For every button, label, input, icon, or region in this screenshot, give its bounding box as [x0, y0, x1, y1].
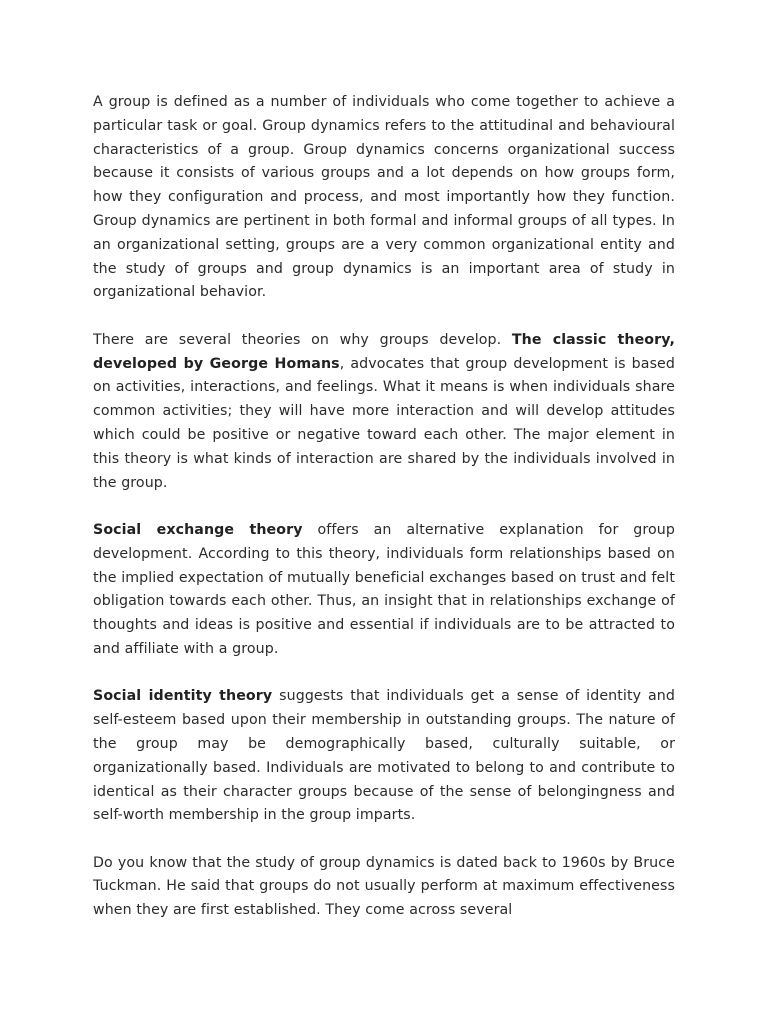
paragraph-social-exchange-theory: [93, 519, 675, 662]
paragraph-tuckman: [93, 852, 675, 923]
text-run: suggests that individuals get a sense of identity and self-esteem based upon their membership in outstanding groups. The nature of the group may be demographically based, culturally suitable, or organizationally based. Individuals are motivated to belong to and contribute to identical as their character groups because of the sense of belongingness and self-worth membership in the group imparts.: [93, 688, 675, 824]
text-run: offers an alternative explanation for group development. According to this theory, individuals form relationships based on the implied expectation of mutually beneficial exchanges based on trust and felt obligation towards each other. Thus, an insight that in relationships exchange of thoughts and ideas is positive and essential if individuals are to be attracted to and affiliate with a group.: [93, 521, 675, 657]
paragraph-classic-theory: [93, 329, 675, 496]
document-page: [93, 91, 675, 947]
bold-term-classic-theory: The classic theory, developed by George Homans: [93, 331, 675, 372]
bold-term-social-identity: Social identity theory: [93, 688, 273, 705]
text-run: , advocates that group development is based on activities, interactions, and feelings. What it means is when individuals share common activities; they will have more interaction and will develop attitudes which could be positive or negative toward each other. The major element in this theory is what kinds of interaction are shared by the individuals involved in the group.: [93, 355, 675, 491]
paragraph-social-identity-theory: [93, 685, 675, 828]
text-run: A group is defined as a number of individuals who come together to achieve a particular task or goal. Group dynamics refers to the attitudinal and behavioural characteristics of a group. Group dynamics concerns organizational success because it consists of various groups and a lot depends on how groups form, how they configuration and process, and most importantly how they function. Group dynamics are pertinent in both formal and informal groups of all types. In an organizational setting, groups are a very common organizational entity and the study of groups and group dynamics is an important area of study in organizational behavior.: [93, 94, 675, 301]
bold-term-social-exchange: Social exchange theory: [93, 521, 303, 538]
paragraph-group-definition: [93, 91, 675, 305]
text-run: Do you know that the study of group dynamics is dated back to 1960s by Bruce Tuckman. He said that groups do not usually perform at maximum effectiveness when they are first established. They come across several: [93, 854, 675, 919]
text-run: There are several theories on why groups develop.: [93, 331, 512, 348]
